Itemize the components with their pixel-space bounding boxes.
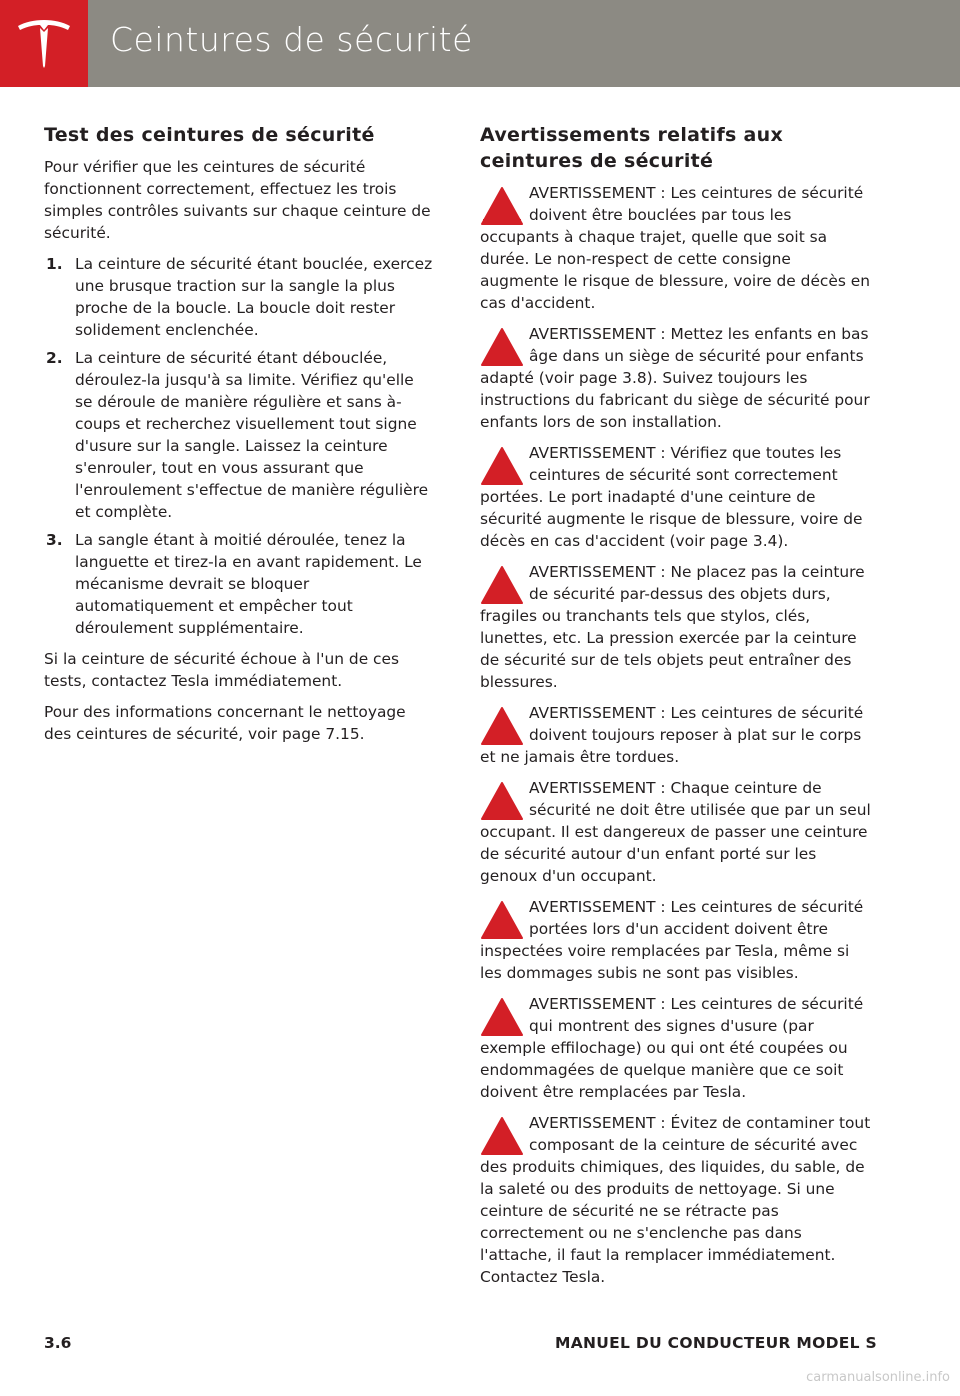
warning-text: AVERTISSEMENT : Les ceintures de sécurité portées lors d'un accident doivent être inspectées voire remplacées par Tesla, même si les dommages subis ne sont pas visibles. [480,898,864,982]
failure-paragraph: Si la ceinture de sécurité échoue à l'un de ces tests, contactez Tesla immédiatement. [44,650,399,690]
warning-block [480,442,872,552]
warning-block [480,323,872,433]
warning-block [480,182,872,314]
warning-text: AVERTISSEMENT : Évitez de contaminer tout composant de la ceinture de sécurité avec des produits chimiques, des liquides, du sable, de la saleté ou des produits de nettoyage. Si une ceinture de sécurité ne se rétracte pas correctement ou ne s'enclenche pas dans l'attache, il faut la remplacer immédiatement. Contactez Tesla. [480,1114,871,1286]
step-text: La ceinture de sécurité étant débouclée, déroulez-la jusqu'à sa limite. Vérifiez qu'elle se déroule de manière régulière et sans à-coups et recherchez visuellement tout signe d'usure sur la sangle. Laissez la ceinture s'enrouler, tout en vous assurant que l'enroulement s'effectue de manière régulière et complète. [75,349,429,521]
warning-text: AVERTISSEMENT : Les ceintures de sécurité doivent être bouclées par tous les occupants à chaque trajet, quelle que soit sa durée. Le non-respect de cette consigne augmente le risque de blessure, voire de décès en cas d'accident. [480,184,870,312]
warning-text: AVERTISSEMENT : Vérifiez que toutes les ceintures de sécurité sont correctement portées. Le port inadapté d'une ceinture de sécurité augmente le risque de blessure, voire de décès en cas d'accident (voir page 3.4). [480,444,863,550]
list-item [44,347,436,523]
warning-text: AVERTISSEMENT : Ne placez pas la ceinture de sécurité par-dessus des objets durs, fragiles ou tranchants tels que stylos, clés, lunettes, etc. La pression exercée par la ceinture de sécurité sur de tels objets peut entraîner des blessures. [480,563,865,691]
manual-title: MANUEL DU CONDUCTEUR MODEL S [554,1334,877,1352]
tesla-logo [0,0,88,87]
watermark: carmanualsonline.info [806,1370,950,1385]
warning-block [480,702,872,768]
tesla-logo-icon [14,14,74,74]
warning-block [480,1112,872,1288]
step-number: 2. [46,349,63,367]
seatbelt-warnings-section [480,122,872,1297]
cleaning-reference-paragraph: Pour des informations concernant le nettoyage des ceintures de sécurité, voir page 7.15. [44,703,406,743]
warning-triangle-icon [480,997,524,1037]
warning-block [480,777,872,887]
section-heading: Avertissements relatifs aux ceintures de sécurité [480,124,784,172]
list-item [44,253,436,341]
list-item [44,529,436,639]
warning-block [480,993,872,1103]
warning-triangle-icon [480,186,524,226]
warning-triangle-icon [480,781,524,821]
warning-block [480,896,872,984]
step-text: La sangle étant à moitié déroulée, tenez la languette et tirez-la en avant rapidement. Le mécanisme devrait se bloquer automatiquement et empêcher tout déroulement supplémentaire. [75,531,422,637]
warning-text: AVERTISSEMENT : Les ceintures de sécurité qui montrent des signes d'usure (par exemple effilochage) ou qui ont été coupées ou endommagées de quelque manière que ce soit doivent être remplacées par Tesla. [480,995,864,1101]
seatbelt-test-section [44,122,436,754]
warning-text: AVERTISSEMENT : Mettez les enfants en bas âge dans un siège de sécurité pour enfants adapté (voir page 3.8). Suivez toujours les instructions du fabricant du siège de sécurité pour enfants lors de son installation. [480,325,870,431]
page-header [0,0,960,87]
warning-triangle-icon [480,900,524,940]
warning-text: AVERTISSEMENT : Les ceintures de sécurité doivent toujours reposer à plat sur le corps et ne jamais être tordues. [480,704,864,766]
test-steps-list [44,253,436,639]
warning-triangle-icon [480,565,524,605]
warning-triangle-icon [480,706,524,746]
page-number: 3.6 [44,1334,72,1352]
step-text: La ceinture de sécurité étant bouclée, exercez une brusque traction sur la sangle la plus proche de la boucle. La boucle doit rester solidement enclenchée. [75,255,433,339]
section-heading: Test des ceintures de sécurité [44,124,375,146]
step-number: 3. [46,531,63,549]
warning-triangle-icon [480,327,524,367]
step-number: 1. [46,255,63,273]
warning-triangle-icon [480,1116,524,1156]
warning-triangle-icon [480,446,524,486]
intro-paragraph: Pour vérifier que les ceintures de sécurité fonctionnent correctement, effectuez les trois simples contrôles suivants sur chaque ceinture de sécurité. [44,158,431,242]
warning-text: AVERTISSEMENT : Chaque ceinture de sécurité ne doit être utilisée que par un seul occupant. Il est dangereux de passer une ceinture de sécurité autour d'un enfant porté sur les genoux d'un occupant. [480,779,871,885]
warning-block [480,561,872,693]
page-title: Ceintures de sécurité [110,20,473,59]
